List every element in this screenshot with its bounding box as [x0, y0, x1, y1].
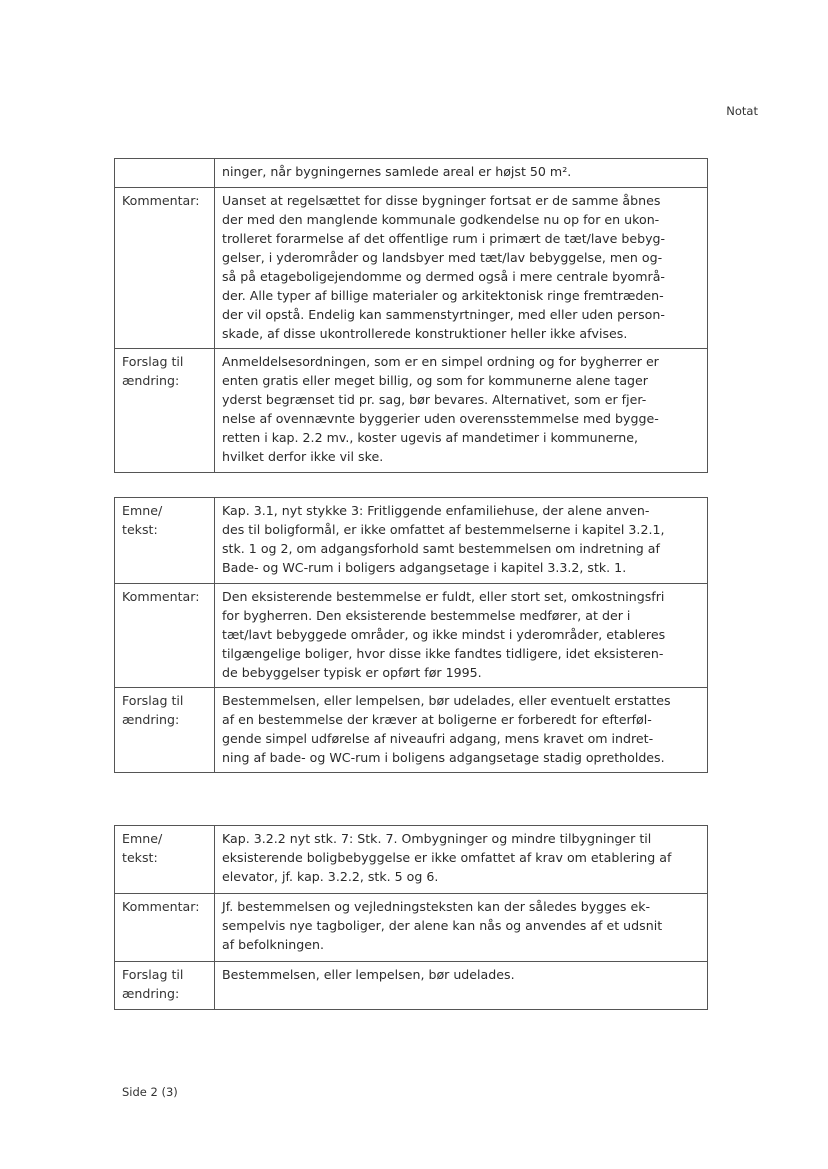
table-row	[115, 349, 708, 473]
row-label: Kommentar:	[115, 894, 215, 962]
row-text: Kap. 3.2.2 nyt stk. 7: Stk. 7. Ombygninger og mindre tilbygninger til eksisterende boligbebyggelse er ikke omfattet af krav om etablering af elevator, jf. kap. 3.2.2, stk. 5 og 6.	[215, 826, 708, 894]
row-label	[115, 159, 215, 188]
table-row	[115, 498, 708, 584]
row-label: Forslag til ændring:	[115, 962, 215, 1010]
table-block-2	[114, 497, 708, 773]
row-label: Emne/ tekst:	[115, 826, 215, 894]
row-label: Emne/ tekst:	[115, 498, 215, 584]
row-label: Kommentar:	[115, 584, 215, 688]
row-text: Bestemmelsen, eller lempelsen, bør udelades.	[215, 962, 708, 1010]
table-row	[115, 962, 708, 1010]
table-row	[115, 688, 708, 773]
row-label: Kommentar:	[115, 188, 215, 349]
table-row	[115, 894, 708, 962]
row-text: Kap. 3.1, nyt stykke 3: Fritliggende enfamiliehuse, der alene anven- des til boligformål, er ikke omfattet af bestemmelserne i kapitel 3.2.1, stk. 1 og 2, om adgangsforhold samt bestemmelsen om indretning af Bade- og WC-rum i boligers adgangsetage i kapitel 3.3.2, stk. 1.	[215, 498, 708, 584]
row-label: Forslag til ændring:	[115, 349, 215, 473]
row-text: Bestemmelsen, eller lempelsen, bør udelades, eller eventuelt erstattes af en bestemmelse der kræver at boligerne er forberedt for efterføl- gende simpel udførelse af niveaufri adgang, mens kravet om indret- ning af bade- og WC-rum i boligens adgangsetage stadig opretholdes.	[215, 688, 708, 773]
table-row	[115, 584, 708, 688]
row-text: Den eksisterende bestemmelse er fuldt, eller stort set, omkostningsfri for bygherren. Den eksisterende bestemmelse medfører, at der i tæt/lavt bebyggede områder, og ikke mindst i yderområder, etableres tilgængelige boliger, hvor disse ikke fandtes tidligere, idet eksisteren- de bebyggelser typisk er opført før 1995.	[215, 584, 708, 688]
header-label: Notat	[726, 104, 758, 118]
table-block-3	[114, 825, 708, 1010]
row-text: ninger, når bygningernes samlede areal er højst 50 m².	[215, 159, 708, 188]
table-row	[115, 159, 708, 188]
row-text: Anmeldelsesordningen, som er en simpel ordning og for bygherrer er enten gratis eller meget billig, og som for kommunerne alene tager yderst begrænset tid pr. sag, bør bevares. Alternativet, som er fjer- nelse af ovennævnte byggerier uden overensstemmelse med bygge- retten i kap. 2.2 mv., koster ugevis af mandetimer i kommunerne, hvilket derfor ikke vil ske.	[215, 349, 708, 473]
table-block-1	[114, 158, 708, 473]
table-row	[115, 826, 708, 894]
row-label: Forslag til ændring:	[115, 688, 215, 773]
page-number: Side 2 (3)	[122, 1085, 178, 1099]
row-text: Uanset at regelsættet for disse bygninger fortsat er de samme åbnes der med den manglende kommunale godkendelse nu op for en ukon- trolleret forarmelse af det offentlige rum i primært de tæt/lave bebyg- gelser, i yderområder og landsbyer med tæt/lav bebyggelse, men og- så på etageboligejendomme og dermed også i mere centrale byområ- der. Alle typer af billige materialer og arkitektonisk ringe fremtræden- der vil opstå. Endelig kan sammenstyrtninger, med eller uden person- skade, af disse ukontrollerede konstruktioner heller ikke afvises.	[215, 188, 708, 349]
table-row	[115, 188, 708, 349]
row-text: Jf. bestemmelsen og vejledningsteksten kan der således bygges ek- sempelvis nye tagboliger, der alene kan nås og anvendes af et udsnit af befolkningen.	[215, 894, 708, 962]
